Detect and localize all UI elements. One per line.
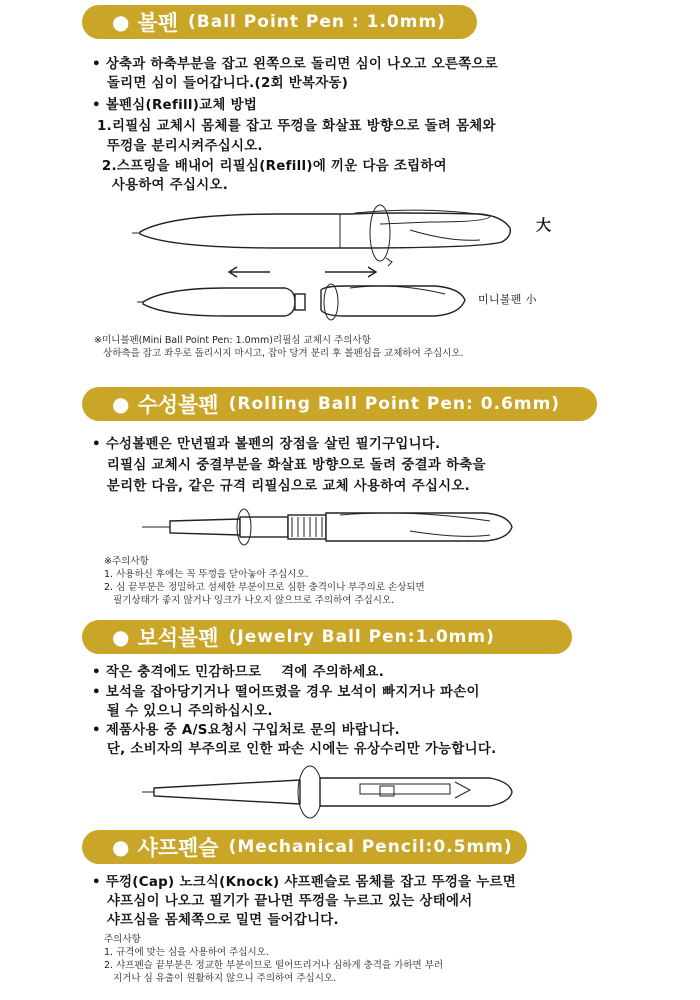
note-line: ※미니볼펜(Mini Ball Point Pen: 1.0mm)리필심 교체시 주의사항 [94,335,371,346]
paragraph-line: • 보석을 잡아당기거나 떨어뜨렸을 경우 보석이 빠지거나 파손이 [92,685,480,700]
note-line: 지거나 심 유출이 원활하지 않으니 주의하여 주십시오. [104,973,337,984]
banner-title-korean: 볼펜 [137,11,179,35]
paragraph-line: 돌리면 심이 들어갑니다.(2회 반복자동) [92,76,349,91]
note-line: 상하축을 잡고 좌우로 돌리시지 마시고, 잡아 당겨 분리 후 볼펜심을 교체하여 주십시오. [94,348,464,359]
paragraph-line: 뚜껑을 분리시켜주십시오. [92,139,263,154]
note-line: 2. 샤프펜슬 끝부분은 정교한 부분이므로 떨어뜨리거나 심하게 충격을 가하면 부러 [104,960,444,971]
note-line: 1. 사용하신 후에는 꼭 뚜껑을 닫아놓아 주십시오. [104,569,309,580]
note-line: 2. 심 끝부분은 정밀하고 섬세한 부분이므로 심한 충격이나 부주의로 손상되면 [104,582,425,593]
paragraph-line: • 볼펜심(Refill)교체 방법 [92,98,258,113]
paragraph-line: • 뚜껑(Cap) 노크식(Knock) 샤프펜슬로 몸체를 잡고 뚜껑을 누르면 [92,875,517,890]
banner-title-korean: 샤프펜슬 [137,836,219,860]
section-banner-ballpoint [82,5,477,39]
direction-arrows [225,262,385,282]
rolling-pen-illustration [140,503,520,553]
paragraph-line: • 작은 충격에도 민감하므로 격에 주의하세요. [92,665,385,680]
note-line: 필기상태가 좋지 않거나 잉크가 나오지 않으므로 주의하여 주십시오. [104,595,395,606]
mini-pen-illustration [135,280,475,325]
note-line: 1. 규격에 맞는 심을 사용하여 주십시오. [104,947,269,958]
ballpoint-pen-illustration [130,200,530,270]
paragraph-line: 샤프심이 나오고 필기가 끝나면 뚜껑을 누르고 있는 상태에서 [92,894,473,909]
banner-title-korean: 보석볼펜 [137,626,219,650]
paragraph-line: 리필심 교체시 중결부분을 화살표 방향으로 돌려 중결과 하축을 [92,458,486,473]
paragraph-line: 단, 소비자의 부주의로 인한 파손 시에는 유상수리만 가능합니다. [92,742,497,757]
paragraph-line: • 제품사용 중 A/S요청시 구입처로 문의 바랍니다. [92,723,401,738]
paragraph-line: 샤프심을 몸체쪽으로 밀면 들어갑니다. [92,913,339,928]
section-banner-pencil [82,830,527,864]
label-mini: 미니볼펜 小 [478,293,537,306]
section-banner-jewelry [82,620,572,654]
note-line: 주의사항 [104,934,141,945]
banner-title-english: (Jewelry Ball Pen:1.0mm) [228,627,495,647]
banner-title-english: (Mechanical Pencil:0.5mm) [228,837,513,857]
paragraph-line: 될 수 있으니 주의하십시오. [92,704,273,719]
section-banner-rolling [82,387,597,421]
paragraph-line: • 상축과 하축부분을 잡고 왼쪽으로 돌리면 심이 나오고 오른쪽으로 [92,57,498,72]
bullet-dot-icon: ● [112,392,130,416]
paragraph-line: 1.리필심 교체시 몸체를 잡고 뚜껑을 화살표 방향으로 돌려 몸체와 [92,119,496,134]
bullet-dot-icon: ● [112,835,130,859]
paragraph-line: 2.스프링을 배내어 리필심(Refill)에 끼운 다음 조립하여 [92,159,447,174]
label-big: 大 [536,216,552,234]
paragraph-line: 분리한 다음, 같은 규격 리필심으로 교체 사용하여 주십시오. [92,479,471,494]
paragraph-line: 사용하여 주십시오. [92,178,229,193]
jewelry-pen-illustration [140,762,520,822]
note-line: ※주의사항 [104,556,149,567]
banner-title-english: (Rolling Ball Point Pen: 0.6mm) [228,394,561,414]
bullet-dot-icon: ● [112,625,130,649]
banner-title-korean: 수성볼펜 [137,393,219,417]
banner-title-english: (Ball Point Pen : 1.0mm) [188,12,446,32]
paragraph-line: • 수성볼펜은 만년필과 볼펜의 장점을 살린 필기구입니다. [92,437,441,452]
bullet-dot-icon: ● [112,10,130,34]
